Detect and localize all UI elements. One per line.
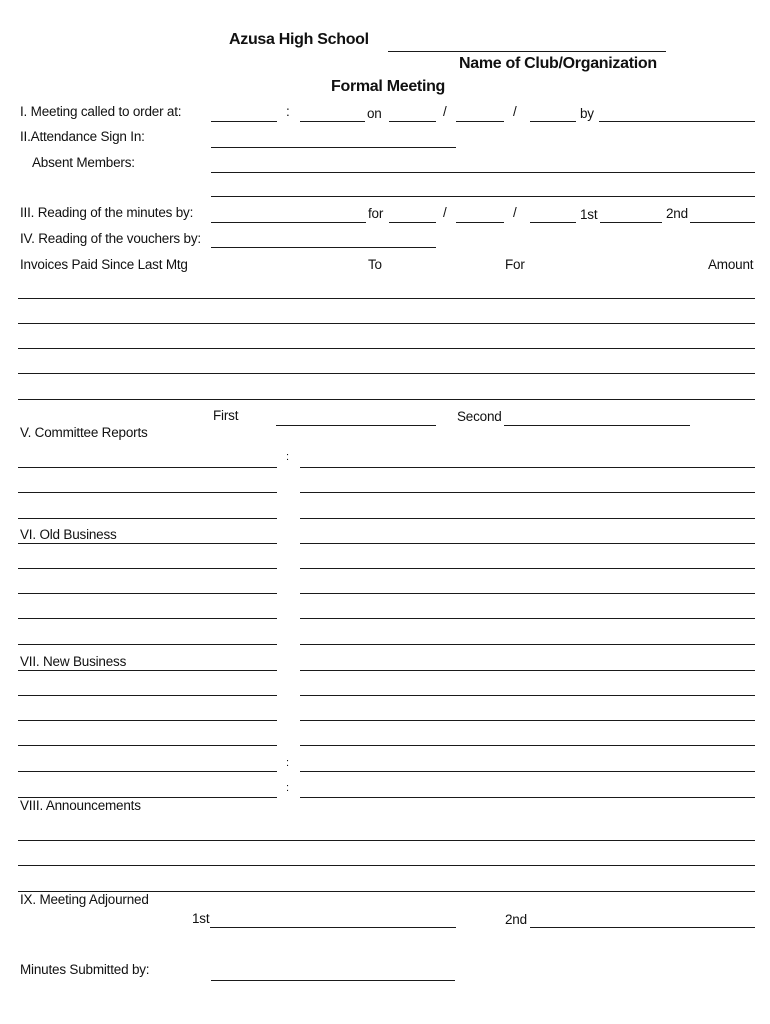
call-to-order-label: I. Meeting called to order at: [20, 104, 182, 119]
call-hour-field[interactable] [211, 121, 277, 122]
invoice-row-field[interactable] [18, 348, 755, 349]
absent-members-field[interactable] [211, 172, 755, 173]
attendance-field[interactable] [211, 147, 456, 148]
by-label: by [580, 106, 594, 121]
vouchers-second-field[interactable] [504, 425, 690, 426]
minutes-day-field[interactable] [456, 222, 504, 223]
old-business-detail-field[interactable] [300, 593, 755, 594]
call-minute-field[interactable] [300, 121, 365, 122]
old-business-detail-field[interactable] [300, 543, 755, 544]
invoices-label: Invoices Paid Since Last Mtg [20, 257, 188, 272]
invoice-row-field[interactable] [18, 323, 755, 324]
club-name-label: Name of Club/Organization [459, 55, 657, 72]
adjourned-first-field[interactable] [210, 927, 456, 928]
old-business-item-field[interactable] [18, 543, 277, 544]
announcements-field[interactable] [18, 840, 755, 841]
minutes-year-field[interactable] [530, 222, 576, 223]
announcements-label: VIII. Announcements [20, 798, 141, 813]
vouchers-reader-field[interactable] [211, 247, 436, 248]
absent-members-field[interactable] [211, 196, 755, 197]
old-business-detail-field[interactable] [300, 568, 755, 569]
date-slash: / [513, 104, 517, 119]
submitted-by-label: Minutes Submitted by: [20, 962, 150, 977]
second-motion-label: 2nd [666, 206, 688, 221]
vouchers-first-label: First [213, 408, 239, 423]
school-name: Azusa High School [229, 31, 369, 48]
old-business-detail-field[interactable] [300, 618, 755, 619]
vouchers-first-field[interactable] [276, 425, 436, 426]
new-business-detail-field[interactable] [300, 771, 755, 772]
old-business-item-field[interactable] [18, 644, 277, 645]
column-amount: Amount [708, 257, 754, 272]
committee-reports-label: V. Committee Reports [20, 425, 148, 440]
invoice-row-field[interactable] [18, 373, 755, 374]
old-business-item-field[interactable] [18, 618, 277, 619]
absent-members-label: Absent Members: [32, 155, 135, 170]
new-business-item-field[interactable] [18, 745, 277, 746]
attendance-label: II.Attendance Sign In: [20, 129, 145, 144]
announcements-field[interactable] [18, 865, 755, 866]
for-label: for [368, 206, 384, 221]
vouchers-second-label: Second [457, 409, 502, 424]
new-business-detail-field[interactable] [300, 720, 755, 721]
committee-report-field[interactable] [300, 518, 755, 519]
invoice-row-field[interactable] [18, 298, 755, 299]
column-for: For [505, 257, 525, 272]
page-title: Formal Meeting [331, 78, 446, 95]
new-business-item-field[interactable] [18, 720, 277, 721]
row-colon: : [286, 782, 289, 794]
call-day-field[interactable] [456, 121, 504, 122]
old-business-item-field[interactable] [18, 593, 277, 594]
row-colon: : [286, 451, 289, 463]
vouchers-label: IV. Reading of the vouchers by: [20, 231, 201, 246]
old-business-detail-field[interactable] [300, 644, 755, 645]
old-business-item-field[interactable] [18, 568, 277, 569]
date-slash: / [513, 205, 517, 220]
new-business-detail-field[interactable] [300, 745, 755, 746]
on-label: on [367, 106, 382, 121]
committee-name-field[interactable] [18, 467, 277, 468]
committee-report-field[interactable] [300, 492, 755, 493]
first-motion-field[interactable] [600, 222, 662, 223]
date-slash: / [443, 205, 447, 220]
called-by-field[interactable] [599, 121, 755, 122]
date-slash: / [443, 104, 447, 119]
committee-name-field[interactable] [18, 492, 277, 493]
new-business-item-field[interactable] [18, 695, 277, 696]
row-colon: : [286, 757, 289, 769]
new-business-detail-field[interactable] [300, 797, 755, 798]
new-business-detail-field[interactable] [300, 695, 755, 696]
minutes-month-field[interactable] [389, 222, 436, 223]
minutes-reader-field[interactable] [211, 222, 366, 223]
new-business-item-field[interactable] [18, 771, 277, 772]
adjourned-second-field[interactable] [530, 927, 755, 928]
adjourned-first-label: 1st [192, 911, 210, 926]
second-motion-field[interactable] [690, 222, 755, 223]
call-month-field[interactable] [389, 121, 436, 122]
new-business-item-field[interactable] [18, 670, 277, 671]
new-business-label: VII. New Business [20, 654, 127, 669]
adjourned-label: IX. Meeting Adjourned [20, 892, 149, 907]
call-year-field[interactable] [530, 121, 576, 122]
club-name-field[interactable] [388, 51, 666, 52]
old-business-label: VI. Old Business [20, 527, 117, 542]
committee-name-field[interactable] [18, 518, 277, 519]
first-motion-label: 1st [580, 207, 598, 222]
minutes-reading-label: III. Reading of the minutes by: [20, 205, 194, 220]
new-business-detail-field[interactable] [300, 670, 755, 671]
invoice-row-field[interactable] [18, 399, 755, 400]
column-to: To [368, 257, 382, 272]
committee-report-field[interactable] [300, 467, 755, 468]
time-colon: : [286, 104, 290, 119]
submitted-by-field[interactable] [211, 980, 455, 981]
adjourned-second-label: 2nd [505, 912, 527, 927]
